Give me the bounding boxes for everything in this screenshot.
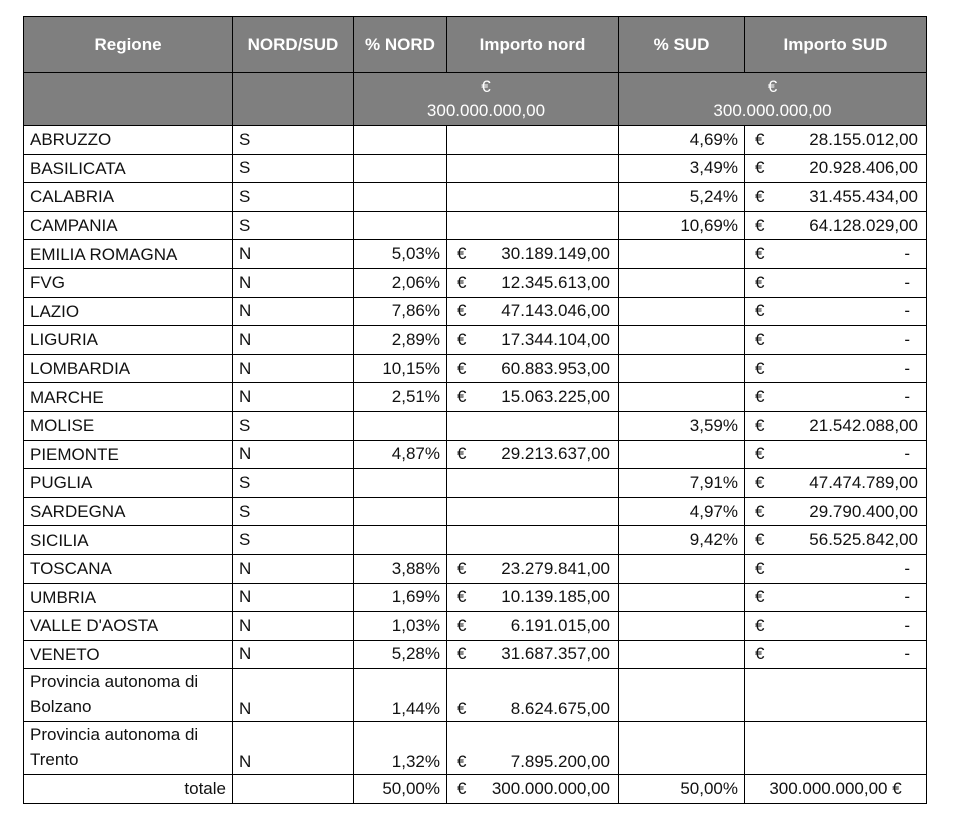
cell-nord-sud: N: [233, 640, 354, 669]
header-pct-sud: % SUD: [619, 17, 745, 73]
totals-empty-ns: [233, 775, 354, 804]
cell-pct-sud: 4,97%: [619, 497, 745, 526]
cell-importo-sud-currency: €: [755, 129, 765, 149]
cell-importo-nord-currency: €: [457, 699, 467, 719]
cell-importo-nord-value: 8.624.675,00: [510, 699, 610, 719]
cell-importo-nord: [447, 297, 619, 326]
cell-importo-sud-currency: €: [755, 558, 765, 578]
cell-pct-sud: [619, 297, 745, 326]
cell-regione: PUGLIA: [24, 469, 233, 498]
cell-importo-sud: [745, 526, 927, 555]
cell-pct-nord: 5,03%: [354, 240, 447, 269]
cell-regione: TOSCANA: [24, 554, 233, 583]
budget-sud: [619, 73, 927, 126]
cell-importo-sud-currency: €: [755, 415, 765, 435]
cell-regione: Provincia autonoma di Trento: [24, 722, 233, 775]
cell-importo-sud: [745, 554, 927, 583]
cell-importo-nord-currency: €: [457, 358, 467, 378]
cell-nord-sud: S: [233, 526, 354, 555]
cell-regione: VENETO: [24, 640, 233, 669]
cell-importo-sud: [745, 183, 927, 212]
budget-sud-currency: €: [767, 77, 778, 96]
cell-importo-nord: [447, 583, 619, 612]
table-row: [24, 612, 927, 641]
table-row: [24, 354, 927, 383]
cell-importo-sud-value: -: [904, 329, 910, 349]
cell-importo-nord-value: 15.063.225,00: [501, 387, 610, 407]
cell-importo-sud-currency: €: [755, 644, 765, 664]
cell-importo-nord-value: 17.344.104,00: [501, 329, 610, 349]
table-row: [24, 268, 927, 297]
cell-importo-nord: [447, 154, 619, 183]
cell-importo-sud-currency: €: [755, 615, 765, 635]
cell-importo-sud-value: 29.790.400,00: [809, 501, 918, 521]
table-row: [24, 183, 927, 212]
cell-importo-nord: [447, 354, 619, 383]
cell-regione: FVG: [24, 268, 233, 297]
cell-importo-sud-value: 20.928.406,00: [809, 158, 918, 178]
cell-importo-nord-currency: €: [457, 244, 467, 264]
cell-pct-nord: 2,89%: [354, 326, 447, 355]
cell-importo-sud-value: -: [904, 358, 910, 378]
cell-importo-nord: [447, 411, 619, 440]
cell-pct-nord: 4,87%: [354, 440, 447, 469]
header-importo-nord: Importo nord: [447, 17, 619, 73]
totals-importo-sud: 300.000.000,00 €: [745, 775, 927, 804]
cell-importo-sud: [745, 440, 927, 469]
cell-pct-nord: 7,86%: [354, 297, 447, 326]
cell-pct-nord: 1,03%: [354, 612, 447, 641]
cell-importo-sud: [745, 640, 927, 669]
table-row: [24, 469, 927, 498]
cell-pct-nord: 2,06%: [354, 268, 447, 297]
cell-nord-sud: N: [233, 268, 354, 297]
cell-pct-sud: 7,91%: [619, 469, 745, 498]
cell-pct-sud: [619, 554, 745, 583]
table-row: [24, 669, 927, 722]
cell-importo-sud: [745, 722, 927, 775]
cell-nord-sud: S: [233, 154, 354, 183]
cell-importo-nord: [447, 440, 619, 469]
cell-importo-nord: [447, 383, 619, 412]
cell-importo-sud-currency: €: [755, 272, 765, 292]
cell-pct-sud: [619, 240, 745, 269]
cell-pct-nord: 1,69%: [354, 583, 447, 612]
cell-importo-sud-currency: €: [755, 472, 765, 492]
cell-importo-sud: [745, 211, 927, 240]
budget-empty-ns: [233, 73, 354, 126]
cell-importo-sud-value: 31.455.434,00: [809, 186, 918, 206]
table-row: [24, 640, 927, 669]
cell-pct-nord: [354, 183, 447, 212]
table-row: [24, 411, 927, 440]
header-row: [24, 17, 927, 73]
cell-importo-nord-currency: €: [457, 752, 467, 772]
cell-nord-sud: N: [233, 669, 354, 722]
cell-regione: LOMBARDIA: [24, 354, 233, 383]
cell-pct-sud: 9,42%: [619, 526, 745, 555]
cell-importo-nord-currency: €: [457, 272, 467, 292]
table-row: [24, 440, 927, 469]
cell-pct-sud: 5,24%: [619, 183, 745, 212]
cell-nord-sud: S: [233, 211, 354, 240]
cell-importo-nord: [447, 497, 619, 526]
cell-pct-nord: [354, 126, 447, 155]
cell-pct-sud: [619, 326, 745, 355]
cell-regione: VALLE D'AOSTA: [24, 612, 233, 641]
table-body: [24, 126, 927, 775]
cell-importo-sud-value: 47.474.789,00: [809, 472, 918, 492]
cell-importo-nord-currency: €: [457, 301, 467, 321]
cell-importo-nord-value: 31.687.357,00: [501, 644, 610, 664]
cell-regione: MOLISE: [24, 411, 233, 440]
cell-pct-sud: 10,69%: [619, 211, 745, 240]
cell-importo-sud: [745, 126, 927, 155]
cell-pct-nord: 2,51%: [354, 383, 447, 412]
budget-empty-regione: [24, 73, 233, 126]
cell-nord-sud: N: [233, 722, 354, 775]
cell-pct-sud: 3,59%: [619, 411, 745, 440]
cell-regione: CAMPANIA: [24, 211, 233, 240]
budget-nord: [354, 73, 619, 126]
table-row: [24, 583, 927, 612]
cell-importo-nord: [447, 183, 619, 212]
totals-label: totale: [24, 775, 233, 804]
cell-nord-sud: N: [233, 440, 354, 469]
budget-row: [24, 73, 927, 126]
budget-nord-currency: €: [481, 77, 491, 96]
header-nord-sud: NORD/SUD: [233, 17, 354, 73]
cell-nord-sud: S: [233, 126, 354, 155]
cell-importo-sud: [745, 411, 927, 440]
cell-pct-sud: [619, 440, 745, 469]
cell-importo-sud-currency: €: [755, 444, 765, 464]
cell-pct-nord: [354, 211, 447, 240]
cell-importo-sud: [745, 268, 927, 297]
cell-importo-nord-value: 7.895.200,00: [510, 752, 610, 772]
cell-importo-sud-currency: €: [755, 301, 765, 321]
cell-nord-sud: N: [233, 326, 354, 355]
cell-regione: UMBRIA: [24, 583, 233, 612]
cell-nord-sud: N: [233, 612, 354, 641]
table-row: [24, 154, 927, 183]
cell-regione: Provincia autonoma di Bolzano: [24, 669, 233, 722]
totals-importo-nord: [447, 775, 619, 804]
cell-importo-sud: [745, 612, 927, 641]
cell-importo-sud-currency: €: [755, 186, 765, 206]
cell-importo-nord-value: 6.191.015,00: [510, 615, 610, 635]
cell-pct-nord: 1,44%: [354, 669, 447, 722]
header-regione: Regione: [24, 17, 233, 73]
table-row: [24, 383, 927, 412]
cell-importo-nord: [447, 126, 619, 155]
cell-importo-nord-value: 12.345.613,00: [501, 272, 610, 292]
cell-nord-sud: S: [233, 183, 354, 212]
cell-importo-sud-currency: €: [755, 215, 765, 235]
cell-importo-sud-value: -: [904, 444, 910, 464]
cell-regione: CALABRIA: [24, 183, 233, 212]
cell-pct-sud: [619, 354, 745, 383]
cell-pct-sud: [619, 722, 745, 775]
cell-importo-nord: [447, 669, 619, 722]
cell-importo-sud-value: 64.128.029,00: [809, 215, 918, 235]
cell-regione: LAZIO: [24, 297, 233, 326]
cell-nord-sud: N: [233, 583, 354, 612]
cell-importo-sud-value: -: [904, 301, 910, 321]
cell-pct-nord: 10,15%: [354, 354, 447, 383]
cell-importo-sud: [745, 297, 927, 326]
cell-pct-sud: [619, 669, 745, 722]
cell-importo-sud: [745, 383, 927, 412]
cell-pct-sud: [619, 612, 745, 641]
totals-importo-nord-currency: €: [457, 779, 467, 799]
cell-pct-sud: 3,49%: [619, 154, 745, 183]
cell-importo-sud-value: -: [904, 644, 910, 664]
totals-row: [24, 775, 927, 804]
cell-importo-sud-value: -: [904, 272, 910, 292]
cell-regione: LIGURIA: [24, 326, 233, 355]
cell-regione: MARCHE: [24, 383, 233, 412]
totals-importo-nord-value: 300.000.000,00: [491, 779, 610, 799]
cell-nord-sud: N: [233, 383, 354, 412]
totals-pct-nord: 50,00%: [354, 775, 447, 804]
cell-importo-sud: [745, 354, 927, 383]
cell-importo-sud: [745, 669, 927, 722]
table-row: [24, 240, 927, 269]
cell-importo-nord: [447, 554, 619, 583]
cell-importo-nord: [447, 326, 619, 355]
cell-nord-sud: N: [233, 354, 354, 383]
cell-nord-sud: N: [233, 240, 354, 269]
cell-importo-nord-currency: €: [457, 329, 467, 349]
budget-nord-amount: 300.000.000,00: [426, 101, 546, 120]
cell-importo-nord: [447, 640, 619, 669]
cell-importo-sud: [745, 154, 927, 183]
cell-importo-sud-currency: €: [755, 587, 765, 607]
cell-nord-sud: S: [233, 411, 354, 440]
cell-nord-sud: S: [233, 497, 354, 526]
cell-pct-sud: [619, 583, 745, 612]
table-row: [24, 554, 927, 583]
cell-importo-nord-currency: €: [457, 587, 467, 607]
table-row: [24, 722, 927, 775]
cell-regione: BASILICATA: [24, 154, 233, 183]
cell-importo-sud: [745, 583, 927, 612]
cell-regione: SARDEGNA: [24, 497, 233, 526]
cell-pct-sud: 4,69%: [619, 126, 745, 155]
totals-pct-sud: 50,00%: [619, 775, 745, 804]
cell-pct-sud: [619, 383, 745, 412]
cell-pct-nord: 1,32%: [354, 722, 447, 775]
cell-importo-nord-value: 47.143.046,00: [501, 301, 610, 321]
cell-importo-sud-value: 28.155.012,00: [809, 129, 918, 149]
cell-importo-nord: [447, 268, 619, 297]
cell-pct-nord: 3,88%: [354, 554, 447, 583]
cell-pct-sud: [619, 268, 745, 297]
table-row: [24, 211, 927, 240]
cell-pct-nord: [354, 154, 447, 183]
cell-importo-sud-currency: €: [755, 158, 765, 178]
cell-importo-nord-currency: €: [457, 644, 467, 664]
cell-importo-nord-value: 10.139.185,00: [501, 587, 610, 607]
cell-pct-nord: [354, 526, 447, 555]
cell-importo-sud: [745, 240, 927, 269]
cell-importo-sud-value: 21.542.088,00: [809, 415, 918, 435]
cell-importo-nord-value: 60.883.953,00: [501, 358, 610, 378]
cell-importo-sud-value: -: [904, 615, 910, 635]
cell-importo-sud: [745, 469, 927, 498]
cell-importo-sud-currency: €: [755, 329, 765, 349]
cell-importo-sud-value: 56.525.842,00: [809, 530, 918, 550]
cell-importo-sud-currency: €: [755, 358, 765, 378]
table-row: [24, 126, 927, 155]
cell-importo-nord-value: 30.189.149,00: [501, 244, 610, 264]
cell-importo-nord-currency: €: [457, 558, 467, 578]
cell-importo-sud: [745, 497, 927, 526]
cell-regione: PIEMONTE: [24, 440, 233, 469]
cell-importo-nord: [447, 612, 619, 641]
cell-importo-nord: [447, 211, 619, 240]
cell-importo-sud-value: -: [904, 244, 910, 264]
cell-pct-nord: [354, 411, 447, 440]
cell-nord-sud: N: [233, 297, 354, 326]
cell-importo-nord: [447, 722, 619, 775]
cell-pct-sud: [619, 640, 745, 669]
cell-regione: SICILIA: [24, 526, 233, 555]
cell-importo-sud-currency: €: [755, 244, 765, 264]
header-pct-nord: % NORD: [354, 17, 447, 73]
cell-nord-sud: S: [233, 469, 354, 498]
cell-regione: EMILIA ROMAGNA: [24, 240, 233, 269]
cell-importo-nord: [447, 526, 619, 555]
cell-importo-sud-value: -: [904, 587, 910, 607]
cell-importo-sud: [745, 326, 927, 355]
table-row: [24, 297, 927, 326]
cell-importo-nord-currency: €: [457, 615, 467, 635]
table-row: [24, 497, 927, 526]
cell-pct-nord: [354, 469, 447, 498]
cell-pct-nord: [354, 497, 447, 526]
header-importo-sud: Importo SUD: [745, 17, 927, 73]
cell-importo-sud-currency: €: [755, 501, 765, 521]
cell-nord-sud: N: [233, 554, 354, 583]
cell-importo-nord: [447, 469, 619, 498]
cell-importo-sud-value: -: [904, 387, 910, 407]
table-row: [24, 326, 927, 355]
cell-importo-nord: [447, 240, 619, 269]
cell-importo-sud-currency: €: [755, 530, 765, 550]
cell-importo-nord-currency: €: [457, 444, 467, 464]
cell-importo-nord-value: 29.213.637,00: [501, 444, 610, 464]
cell-pct-nord: 5,28%: [354, 640, 447, 669]
allocation-table: [23, 16, 927, 804]
cell-importo-nord-currency: €: [457, 387, 467, 407]
cell-importo-sud-currency: €: [755, 387, 765, 407]
budget-sud-amount: 300.000.000,00: [713, 101, 832, 120]
cell-importo-sud-value: -: [904, 558, 910, 578]
cell-regione: ABRUZZO: [24, 126, 233, 155]
cell-importo-nord-value: 23.279.841,00: [501, 558, 610, 578]
table-row: [24, 526, 927, 555]
